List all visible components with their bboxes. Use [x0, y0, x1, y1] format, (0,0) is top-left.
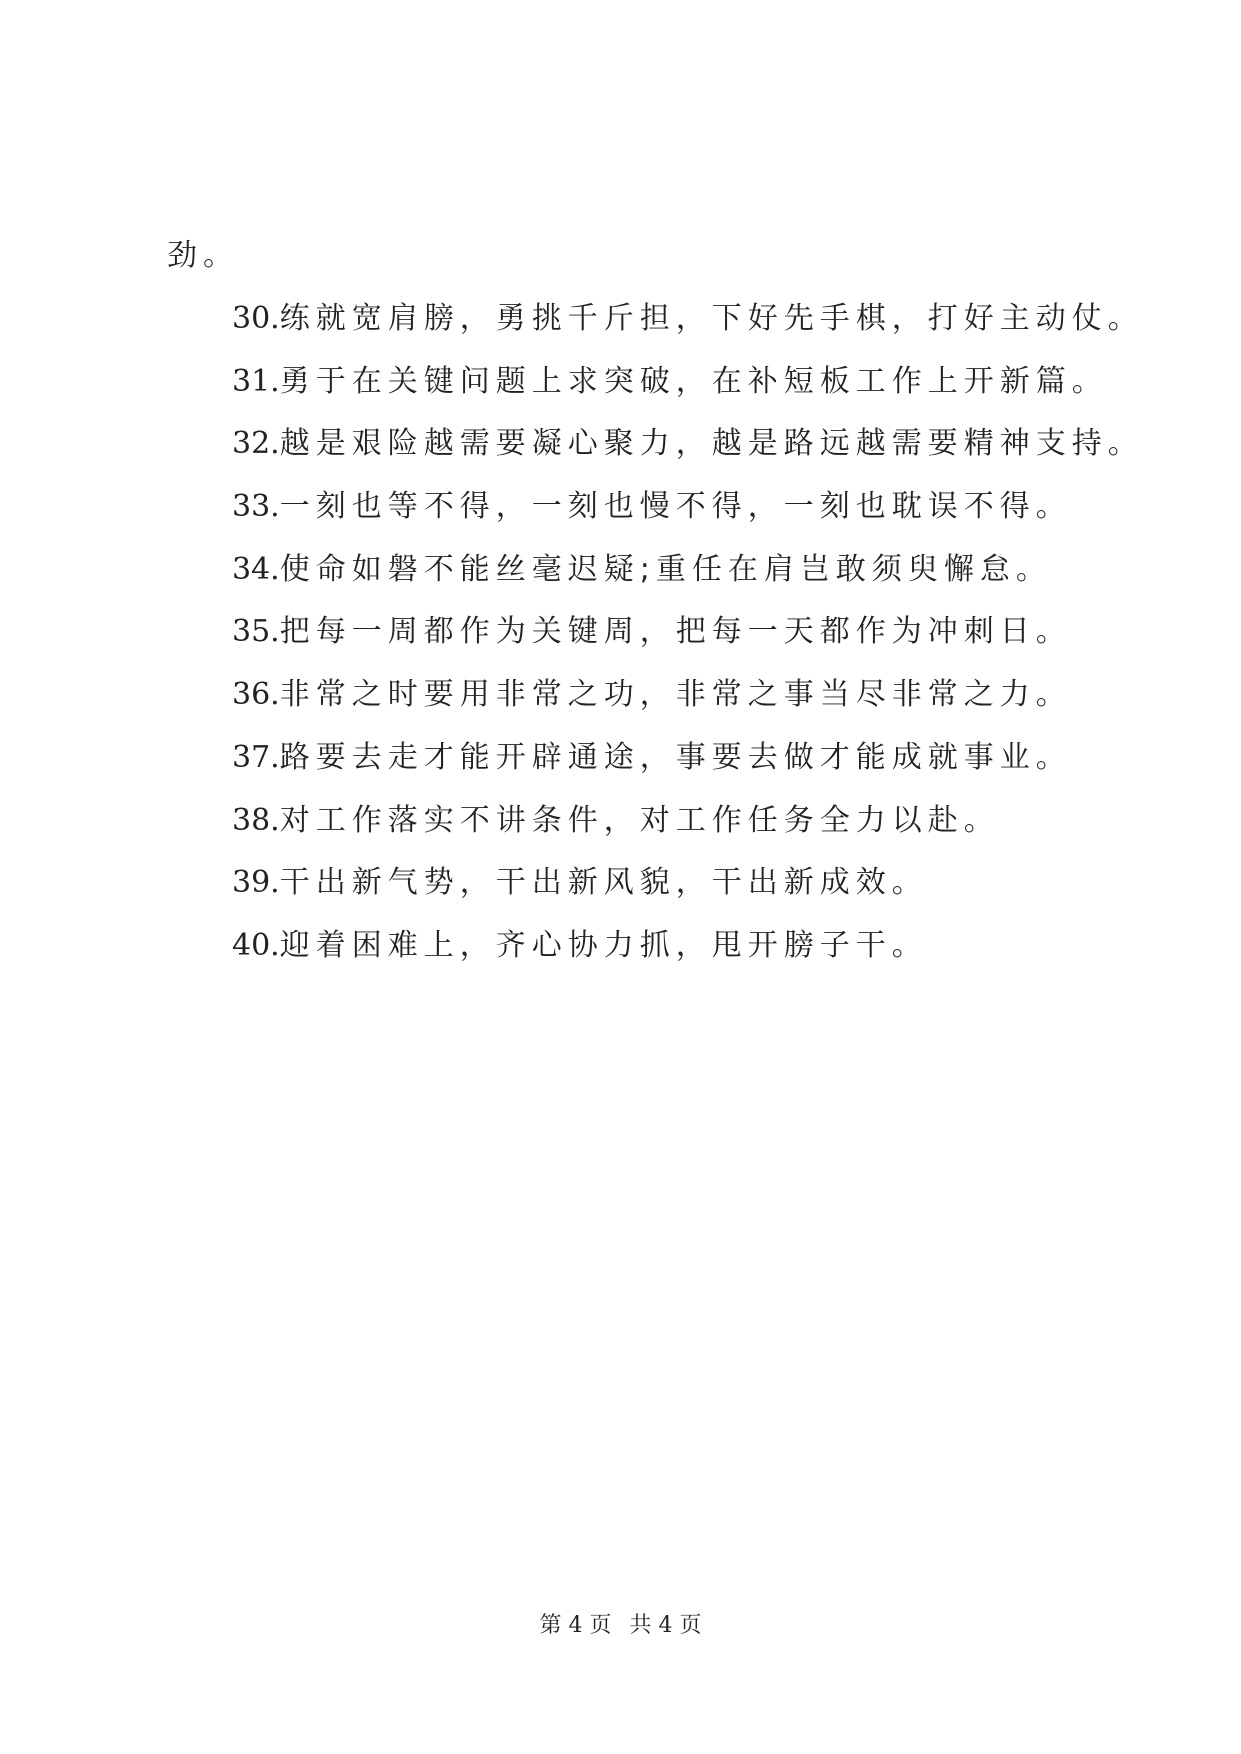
continuation-text: 劲。: [167, 238, 239, 273]
list-item: [232, 611, 1144, 674]
item-text: 练就宽肩膀，勇挑千斤担，下好先手棋，打好主动仗。: [279, 301, 1144, 336]
page-total-label: 共 4 页: [629, 1613, 702, 1638]
list-item: [232, 737, 1144, 800]
list-item: [232, 862, 1144, 925]
item-number: 36.: [232, 677, 280, 713]
item-text: 勇于在关键问题上求突破，在补短板工作上开新篇。: [279, 363, 1108, 399]
item-number: 37.: [232, 739, 280, 775]
page-footer: [0, 1611, 1241, 1641]
numbered-list: [232, 298, 1144, 988]
item-number: 34.: [232, 551, 280, 587]
item-number: 39.: [232, 865, 280, 901]
item-number: 32.: [232, 426, 280, 462]
item-number: 35.: [232, 614, 280, 650]
item-number: 31.: [232, 363, 280, 399]
list-item: [232, 925, 1144, 988]
item-number: 33.: [232, 489, 280, 525]
item-text: 一刻也等不得，一刻也慢不得，一刻也耽误不得。: [279, 489, 1072, 525]
list-item: [232, 423, 1144, 486]
list-item: [232, 298, 1144, 361]
item-text: 非常之时要用非常之功，非常之事当尽非常之力。: [279, 677, 1072, 713]
list-item: [232, 800, 1144, 863]
list-item: [232, 674, 1144, 737]
item-number: 30.: [232, 301, 280, 336]
item-text: 路要去走才能开辟通途，事要去做才能成就事业。: [279, 739, 1072, 775]
item-text: 迎着困难上，齐心协力抓，甩开膀子干。: [279, 927, 928, 963]
list-item: [232, 549, 1144, 612]
list-item: [232, 486, 1144, 549]
page-number-label: 第 4 页: [539, 1613, 612, 1638]
item-text: 干出新气势，干出新风貌，干出新成效。: [279, 865, 928, 901]
item-text: 越是艰险越需要凝心聚力，越是路远越需要精神支持。: [279, 426, 1144, 462]
item-number: 40.: [232, 927, 280, 963]
item-text: 对工作落实不讲条件，对工作任务全力以赴。: [279, 802, 1000, 838]
item-text: 使命如磐不能丝毫迟疑;重任在肩岂敢须臾懈怠。: [279, 551, 1052, 587]
item-number: 38.: [232, 802, 280, 838]
list-item: [232, 361, 1144, 424]
item-text: 把每一周都作为关键周，把每一天都作为冲刺日。: [279, 614, 1072, 650]
